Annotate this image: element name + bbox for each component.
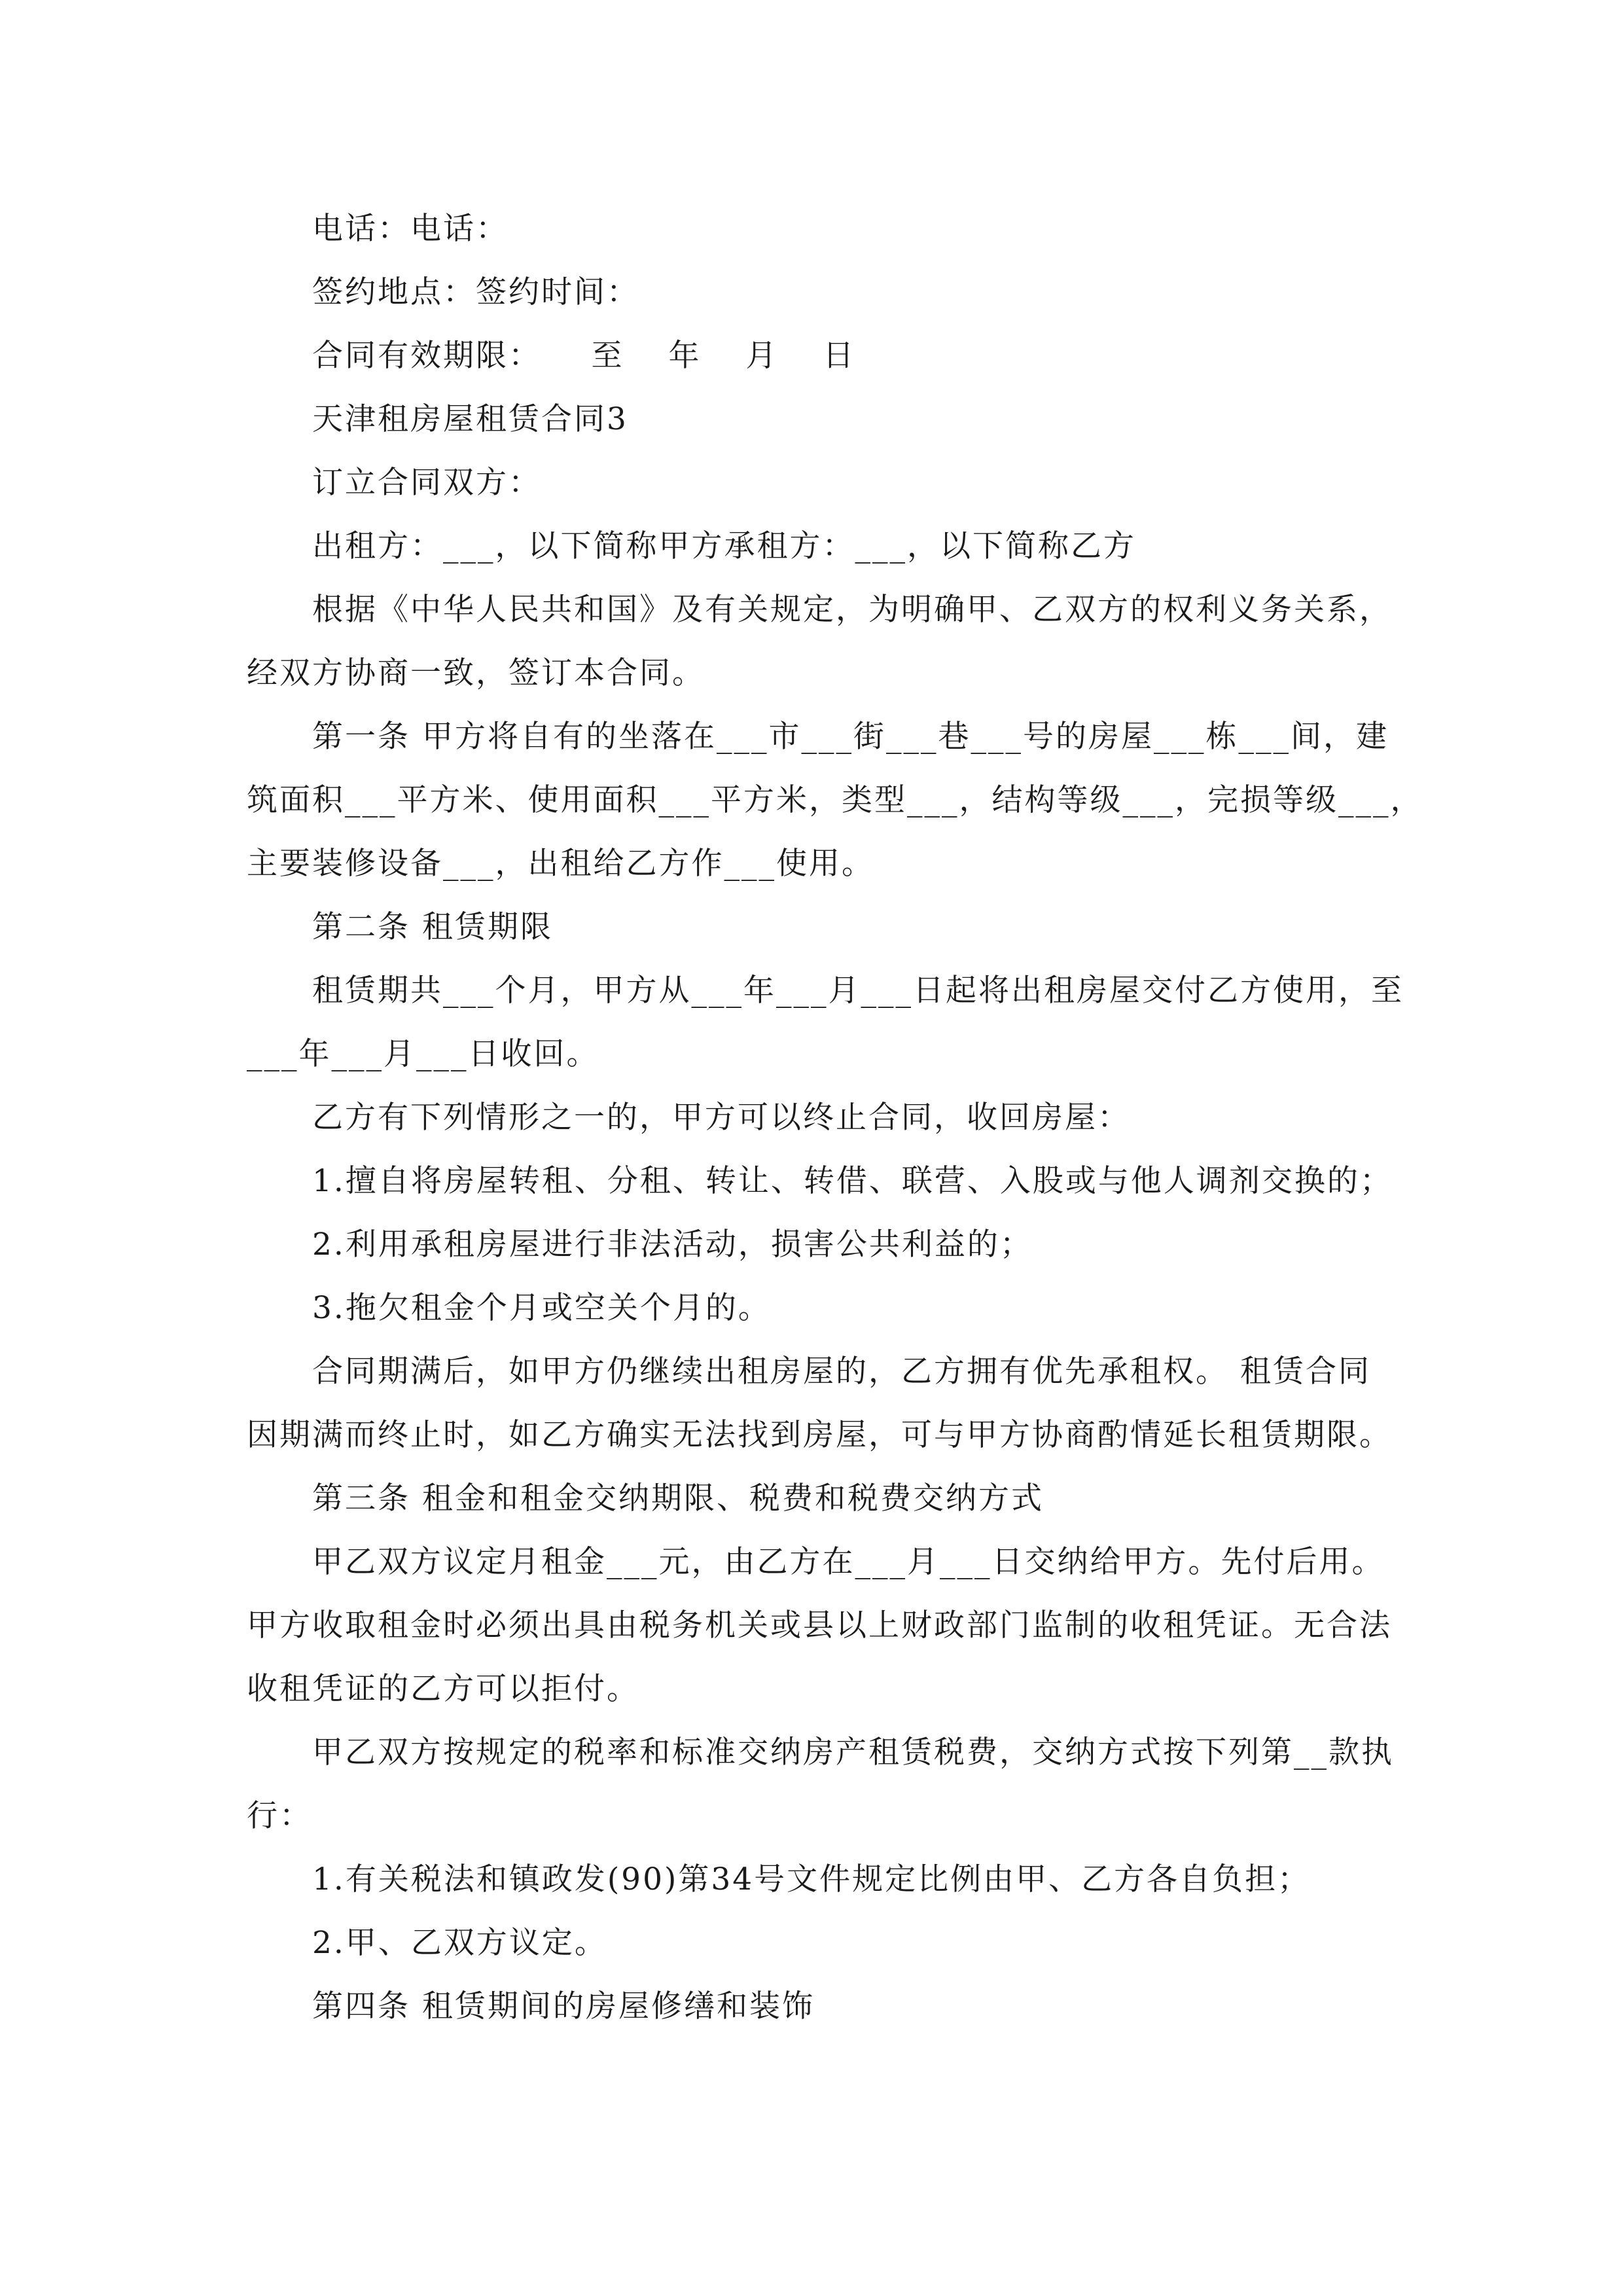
rent-line-1: 甲乙双方议定月租金___元，由乙方在___月___日交纳给甲方。先付后用。 <box>312 1544 1385 1580</box>
rent-line-2: 甲方收取租金时必须出具由税务机关或县以上财政部门监制的收租凭证。无合法 <box>247 1607 1392 1643</box>
article-2-line-2: ___年___月___日收回。 <box>247 1036 599 1072</box>
preamble-line-2: 经双方协商一致，签订本合同。 <box>247 655 705 691</box>
article-4-heading: 第四条 租赁期间的房屋修缮和装饰 <box>312 1988 815 2024</box>
tax-item-1: 1.有关税法和镇政发(90)第34号文件规定比例由甲、乙方各自负担； <box>312 1861 1311 1897</box>
contract-validity-line: 合同有效期限： 至 年 月 日 <box>312 338 856 374</box>
termination-intro: 乙方有下列情形之一的，甲方可以终止合同，收回房屋： <box>312 1100 1130 1136</box>
article-1-line-1: 第一条 甲方将自有的坐落在___市___街___巷___号的房屋___栋___间，建 <box>312 719 1389 755</box>
contact-phone-line: 电话：电话： <box>312 211 508 247</box>
signing-place-time-line: 签约地点：签约时间： <box>312 274 639 310</box>
renewal-line-1: 合同期满后，如甲方仍继续出租房屋的，乙方拥有优先承租权。 租赁合同 <box>312 1354 1371 1390</box>
article-3-heading: 第三条 租金和租金交纳期限、税费和税费交纳方式 <box>312 1480 1044 1516</box>
tax-line-2: 行： <box>247 1798 312 1834</box>
termination-item-3: 3.拖欠租金个月或空关个月的。 <box>312 1290 771 1326</box>
article-2-line-1: 租赁期共___个月，甲方从___年___月___日起将出租房屋交付乙方使用，至 <box>312 973 1404 1009</box>
rent-line-3: 收租凭证的乙方可以拒付。 <box>247 1671 639 1707</box>
article-1-line-2: 筑面积___平方米、使用面积___平方米，类型___，结构等级___，完损等级___， <box>247 782 1423 818</box>
preamble-line-1: 根据《中华人民共和国》及有关规定，为明确甲、乙双方的权利义务关系， <box>312 592 1392 628</box>
article-1-line-3: 主要装修设备___，出租给乙方作___使用。 <box>247 846 874 882</box>
tax-item-2: 2.甲、乙双方议定。 <box>312 1925 607 1961</box>
article-2-heading: 第二条 租赁期限 <box>312 909 553 945</box>
termination-item-2: 2.利用承租房屋进行非法活动，损害公共利益的； <box>312 1227 1033 1263</box>
parties-line: 出租方：___，以下简称甲方承租方：___，以下简称乙方 <box>312 528 1136 564</box>
termination-item-1: 1.擅自将房屋转租、分租、转让、转借、联营、入股或与他人调剂交换的； <box>312 1163 1393 1199</box>
parties-heading: 订立合同双方： <box>312 465 541 501</box>
tax-line-1: 甲乙双方按规定的税率和标准交纳房产租赁税费，交纳方式按下列第__款执 <box>312 1734 1394 1770</box>
renewal-line-2: 因期满而终止时，如乙方确实无法找到房屋，可与甲方协商酌情延长租赁期限。 <box>247 1417 1392 1453</box>
contract-title: 天津租房屋租赁合同3 <box>312 401 628 437</box>
